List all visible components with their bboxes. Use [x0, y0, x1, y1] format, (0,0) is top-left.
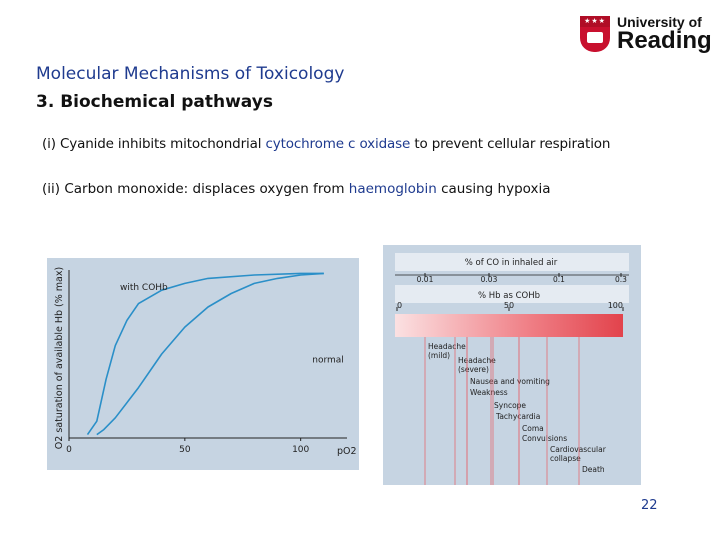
effect-label: Headache (mild) — [428, 342, 466, 360]
effect-label: Headache (severe) — [458, 356, 496, 374]
university-logo — [580, 14, 712, 54]
y-axis-label: O2 saturation of available Hb (% max) — [54, 266, 65, 450]
page-number: 22 — [641, 498, 658, 513]
x-tick-label: 100 — [292, 445, 310, 455]
point-cyanide — [42, 136, 610, 152]
highlight-term: haemoglobin — [348, 181, 437, 197]
effect-label: Nausea and vomiting — [470, 377, 550, 386]
logo-line-2: Reading — [617, 27, 712, 54]
top-tick-label: 0.1 — [553, 275, 565, 284]
logo-line-1: University of — [617, 14, 702, 30]
series-label: with COHb — [119, 283, 168, 294]
series-label: normal — [312, 355, 344, 366]
effect-label: Weakness — [470, 388, 508, 397]
effect-label: Death — [582, 465, 605, 474]
x-axis-label: pO2 — [337, 446, 357, 457]
x-tick-label: 0 — [66, 445, 72, 455]
top-tick-label: 0.01 — [416, 275, 434, 284]
bottom-tick-label: 100 — [607, 301, 623, 310]
x-tick-label: 50 — [179, 445, 191, 455]
top-tick-label: 0.3 — [615, 275, 627, 284]
point-text: causing hypoxia — [436, 181, 551, 197]
oxygen-dissociation-chart — [47, 258, 359, 470]
point-text: (ii) Carbon monoxide: displaces oxygen from — [42, 181, 349, 197]
point-carbon-monoxide — [42, 181, 551, 197]
top-axis-label: % of CO in inhaled air — [464, 258, 558, 268]
point-text: (i) Cyanide inhibits mitochondrial — [42, 136, 266, 152]
highlight-term: cytochrome c oxidase — [265, 136, 411, 152]
effect-label: Syncope — [494, 401, 527, 410]
bottom-axis-label: % Hb as COHb — [477, 291, 541, 301]
cohb-gradient-bar — [395, 314, 623, 337]
bottom-tick-label: 0 — [397, 301, 403, 310]
effect-label: Tachycardia — [496, 412, 541, 421]
bottom-tick-label: 50 — [503, 301, 515, 310]
crest-icon — [580, 16, 610, 52]
book-icon — [587, 32, 603, 43]
top-tick-label: 0.03 — [480, 275, 498, 284]
effect-label: Cardiovascular collapse — [550, 445, 606, 463]
co-effects-chart — [383, 245, 641, 485]
slide-subtitle: 3. Biochemical pathways — [36, 92, 273, 112]
crest-band: ★★★ — [580, 16, 610, 27]
effect-label: Convulsions — [522, 434, 568, 443]
effect-label: Coma — [522, 424, 544, 433]
point-text: to prevent cellular respiration — [410, 136, 611, 152]
slide-title: Molecular Mechanisms of Toxicology — [36, 64, 345, 84]
